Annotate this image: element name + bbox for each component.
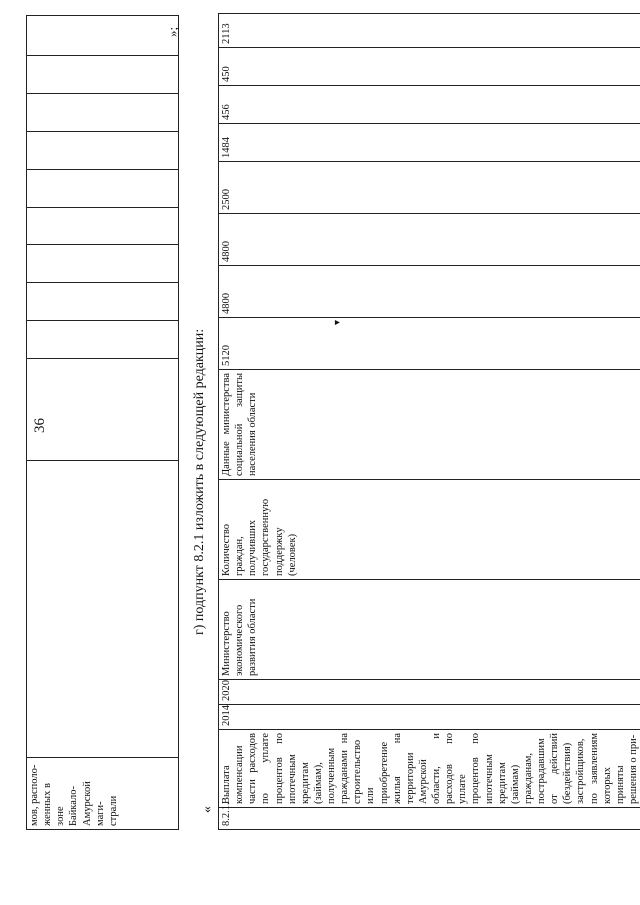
value-cell: 4800	[219, 214, 640, 266]
indicator: Количество граждан, получивших государственную поддержку (человек)	[219, 480, 640, 580]
row-description: Выплата компенсации части расходов по уплате процентов по ипотечным кредитам (займам), полученным гражданами на строительство или приобретение жилья на территории Амурской области, и расходов по уплате процентов по ипотечным кредитам (займам) гражданам, пострадавшим от действий (бездействия) застройщиков, по заявлениям которых приняты решения о при-	[219, 730, 640, 808]
value-cell: 1484	[219, 124, 640, 162]
row-number: 8.2.1.	[219, 808, 640, 830]
data-source: Данные министерства социальной защиты населения области	[219, 370, 640, 480]
main-table	[218, 13, 640, 830]
value-cell: 2500	[219, 162, 640, 214]
value-cell: 5120	[219, 318, 640, 370]
table-cell	[27, 461, 179, 758]
table-cell	[27, 93, 179, 131]
top-table-first-cell: мов, располо- женных в зоне Байкало- Амурской маги- страли	[27, 758, 179, 830]
table-cell	[27, 245, 179, 283]
table-row	[219, 14, 640, 830]
opening-quote: «	[200, 806, 215, 813]
subheading: г) подпункт 8.2.1 изложить в следующей редакции:	[192, 328, 207, 635]
value-cell: 2113	[219, 14, 640, 48]
table-cell	[27, 169, 179, 207]
executor: Министерство экономического развития области	[219, 580, 640, 680]
page-number: 36	[32, 418, 48, 433]
table-cell	[27, 131, 179, 169]
table-cell	[27, 16, 179, 56]
table-cell	[27, 207, 179, 245]
table-cell	[27, 359, 179, 461]
value-cell: 4800	[219, 266, 640, 318]
table-cell	[27, 283, 179, 321]
value-cell: 450	[219, 48, 640, 86]
year-end: 2020	[219, 680, 640, 705]
table-cell	[27, 56, 179, 94]
closing-quote: »;	[165, 26, 180, 37]
value-cell: 456	[219, 86, 640, 124]
stray-mark: ▾	[332, 319, 343, 325]
year-start: 2014	[219, 705, 640, 730]
top-table	[26, 15, 179, 830]
table-cell	[27, 321, 179, 359]
